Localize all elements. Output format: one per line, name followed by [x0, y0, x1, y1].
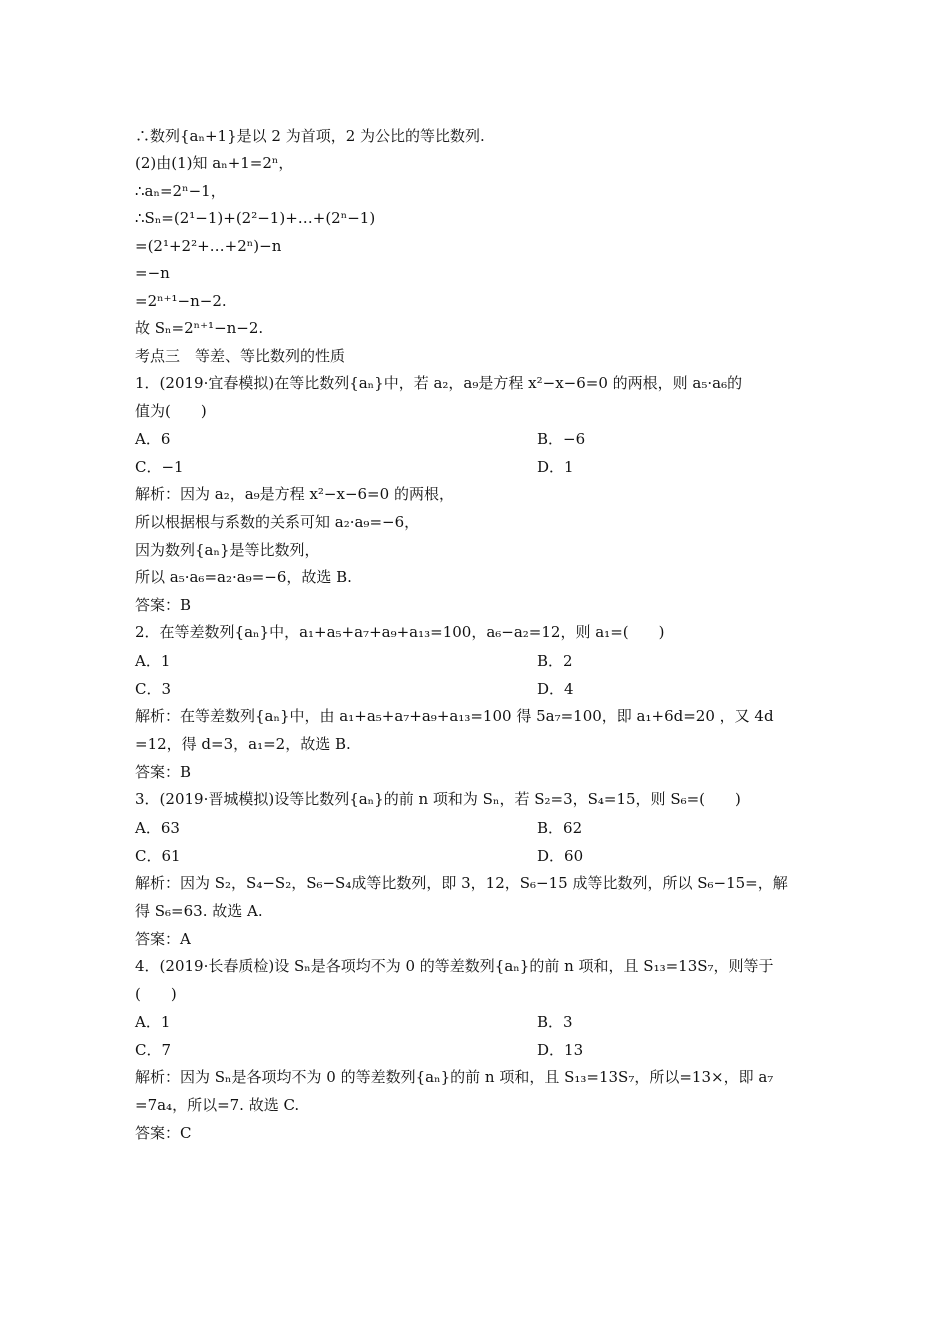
q4-option-d: D．13: [537, 1041, 584, 1059]
question-3-stem: 3．(2019·晋城模拟)设等比数列{aₙ}的前 n 项和为 Sₙ，若 S₂=3，S₄=15，则 S₆=( ): [135, 790, 741, 808]
q4-option-b: B．3: [537, 1013, 573, 1031]
q2-option-b: B．2: [537, 652, 573, 670]
q3-solution-line: 解析：因为 S₂，S₄−S₂，S₆−S₄成等比数列，即 3，12，S₆−15 成等比数列，所以 S₆−15=，解: [135, 874, 788, 892]
q1-option-a: A．6: [135, 430, 171, 448]
question-4-stem-cont: ( ): [135, 985, 177, 1003]
q1-option-b: B．−6: [537, 430, 586, 448]
q4-option-a: A．1: [135, 1013, 171, 1031]
q2-option-d: D．4: [537, 680, 574, 698]
q4-answer: 答案：C: [135, 1124, 192, 1142]
q3-option-b: B．62: [537, 819, 583, 837]
q4-solution-line: =7a₄，所以=7. 故选 C.: [135, 1096, 300, 1114]
text-line: =(2¹+2²+…+2ⁿ)−n: [135, 237, 282, 255]
q1-option-d: D．1: [537, 458, 574, 476]
q1-option-c: C．−1: [135, 458, 184, 476]
q4-option-c: C．7: [135, 1041, 172, 1059]
q1-solution-line: 所以 a₅·a₆=a₂·a₉=−6，故选 B.: [135, 568, 352, 586]
text-line: =2ⁿ⁺¹−n−2.: [135, 292, 227, 310]
q3-solution-line: 得 S₆=63. 故选 A.: [135, 902, 263, 920]
text-line: ∴Sₙ=(2¹−1)+(2²−1)+…+(2ⁿ−1): [135, 209, 376, 227]
text-line: ∴数列{aₙ+1}是以 2 为首项，2 为公比的等比数列.: [135, 127, 485, 145]
question-2-stem: 2．在等差数列{aₙ}中，a₁+a₅+a₇+a₉+a₁₃=100，a₆−a₂=12，则 a₁=( ): [135, 623, 665, 641]
q4-solution-line: 解析：因为 Sₙ是各项均不为 0 的等差数列{aₙ}的前 n 项和，且 S₁₃=13S₇，所以=13×，即 a₇: [135, 1068, 774, 1086]
q1-solution-line: 因为数列{aₙ}是等比数列，: [135, 541, 320, 559]
text-line: 故 Sₙ=2ⁿ⁺¹−n−2.: [135, 319, 264, 337]
text-line: (2)由(1)知 aₙ+1=2ⁿ，: [135, 154, 294, 172]
q3-option-d: D．60: [537, 847, 584, 865]
question-4-stem: 4．(2019·长春质检)设 Sₙ是各项均不为 0 的等差数列{aₙ}的前 n 项和，且 S₁₃=13S₇，则等于: [135, 957, 774, 975]
q1-solution-line: 解析：因为 a₂，a₉是方程 x²−x−6=0 的两根，: [135, 485, 454, 503]
section-heading: 考点三 等差、等比数列的性质: [135, 347, 346, 365]
text-line: =−n: [135, 264, 170, 282]
question-1-stem: 1．(2019·宜春模拟)在等比数列{aₙ}中，若 a₂，a₉是方程 x²−x−6=0 的两根，则 a₅·a₆的: [135, 374, 743, 392]
q1-answer: 答案：B: [135, 596, 192, 614]
q1-solution-line: 所以根据根与系数的关系可知 a₂·a₉=−6，: [135, 513, 420, 531]
q2-solution-line: 解析：在等差数列{aₙ}中，由 a₁+a₅+a₇+a₉+a₁₃=100 得 5a₇=100，即 a₁+6d=20 ，又 4d: [135, 707, 774, 725]
q3-option-c: C．61: [135, 847, 181, 865]
q3-option-a: A．63: [135, 819, 180, 837]
question-1-stem-cont: 值为( ): [135, 402, 207, 420]
q2-option-c: C．3: [135, 680, 172, 698]
q3-answer: 答案：A: [135, 930, 191, 948]
q2-option-a: A．1: [135, 652, 171, 670]
text-line: ∴aₙ=2ⁿ−1，: [135, 182, 226, 200]
q2-solution-line: =12，得 d=3，a₁=2，故选 B.: [135, 735, 351, 753]
q2-answer: 答案：B: [135, 763, 192, 781]
